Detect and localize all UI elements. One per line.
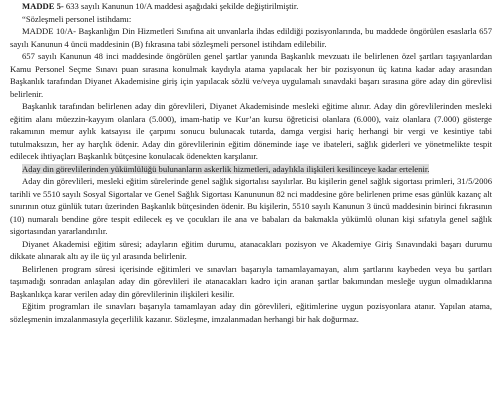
highlighted-text: Aday din görevlilerinden yükümlülüğü bulunanların askerlik hizmetleri, adaylıkla ilişkileri kesilinceye kadar ertelenir.: [22, 163, 430, 174]
paragraph-subtitle: “Sözleşmeli personel istihdamı:: [22, 13, 132, 24]
madde-heading: [10, 0, 492, 13]
paragraph-7: Belirlenen program süresi içerisinde eğitimleri ve sınavları başarıyla tamamlayamayan, alım şartlarını kaybeden veya bu şartları taşımadığı sonradan anlaşılan aday din görevlileri ile atanacakları kadro için aranan şartlar bakımından mesleğe uygun olmadıklarına Başkanlıkça karar verilen aday din görevlilerinin ilişkileri kesilir.: [10, 263, 492, 299]
paragraph-1: MADDE 10/A- Başkanlığın Din Hizmetleri Sınıfına ait unvanlarla ihdas edildiği pozisyonlarında, bu maddede öngörülen esaslarla 657 sayılı Kanunun 4 üncü maddesinin (B) fıkrasına tabi sözleşmeli personel istihdam edilebilir.: [10, 26, 492, 49]
paragraph-4-highlighted: [10, 163, 492, 176]
document-body: [10, 0, 492, 325]
madde-intro: 633 sayılı Kanunun 10/A maddesi aşağıdaki şekilde değiştirilmiştir.: [63, 1, 299, 11]
madde-label: MADDE 5-: [22, 1, 64, 11]
paragraph-6: Diyanet Akademisi eğitim süresi; adayların eğitim durumu, atanacakları pozisyon ve Akademiye Giriş Sınavındaki başarı durumu dikkate alınarak altı ay ile üç yıl arasında belirlenir.: [10, 238, 492, 261]
paragraph-2: 657 sayılı Kanunun 48 inci maddesinde öngörülen genel şartlar yanında Başkanlık mevzuatı ile belirlenen özel şartları taşıyanlardan Kamu Personel Seçme Sınavı puan sırasına konulmak kaydıyla atama yapılacak her bir pozisyonun üç katına kadar aday arasından Başkanlık tarafından Diyanet Akademisine giriş için yapılacak sözlü ve/veya uygulamalı sınavdaki başarı sırasına göre aday din görevlisi belirlenir.: [10, 51, 492, 99]
paragraph-8: Eğitim programları ile sınavları başarıyla tamamlayan aday din görevlileri, eğitimlerine uygun pozisyonlara atanır. Yapılan atama, sözleşmenin imzalanmasıyla geçerlilik kazanır. Sözleşme, imzalanmadan herhangi bir hak doğurmaz.: [10, 301, 492, 324]
paragraph-3: Başkanlık tarafından belirlenen aday din görevlileri, Diyanet Akademisinde mesleki eğitime alınır. Aday din görevlilerinden mesleki eğitim alanı müezzin-kayyım olanlara (5.000), imam-hatip ve Kur’an kursu öğreticisi olanlara (6.000), vaiz olanlara (7.000) gösterge rakamının memur aylık katsayısı ile çarpımı sonucu bulunacak tutarda, damga vergisi hariç herhangi bir vergi ve kesintiye tabi tutulmaksızın, her ay harçlık ödenir. Aday din görevlilerinin eğitim döneminde iaşe ve ibateleri, sağlık giderleri ve yönetmelikte tespit edilecek ihtiyaçları Başkanlık bütçesine konulacak ödenekten karşılanır.: [10, 101, 492, 161]
paragraph-5: Aday din görevlileri, mesleki eğitim sürelerinde genel sağlık sigortalısı sayılırlar. Bu kişilerin genel sağlık sigortası primleri, 31/5/2006 tarihli ve 5510 sayılı Sosyal Sigortalar ve Genel Sağlık Sigortası Kanununun 82 nci maddesine göre belirlenen prime esas günlük kazanç alt sınırının otuz günlük tutarı üzerinden Başkanlık bütçesinden ödenir. Bu kişilerin, 5510 sayılı Kanunun 3 üncü maddesinin birinci fıkrasının (10) numaralı bendine göre tespit edilecek eş ve çocukları ile ana ve babaları da bakmakla yükümlü olunan kişi sıfatıyla genel sağlık sigortasından yararlandırılır.: [10, 176, 492, 236]
